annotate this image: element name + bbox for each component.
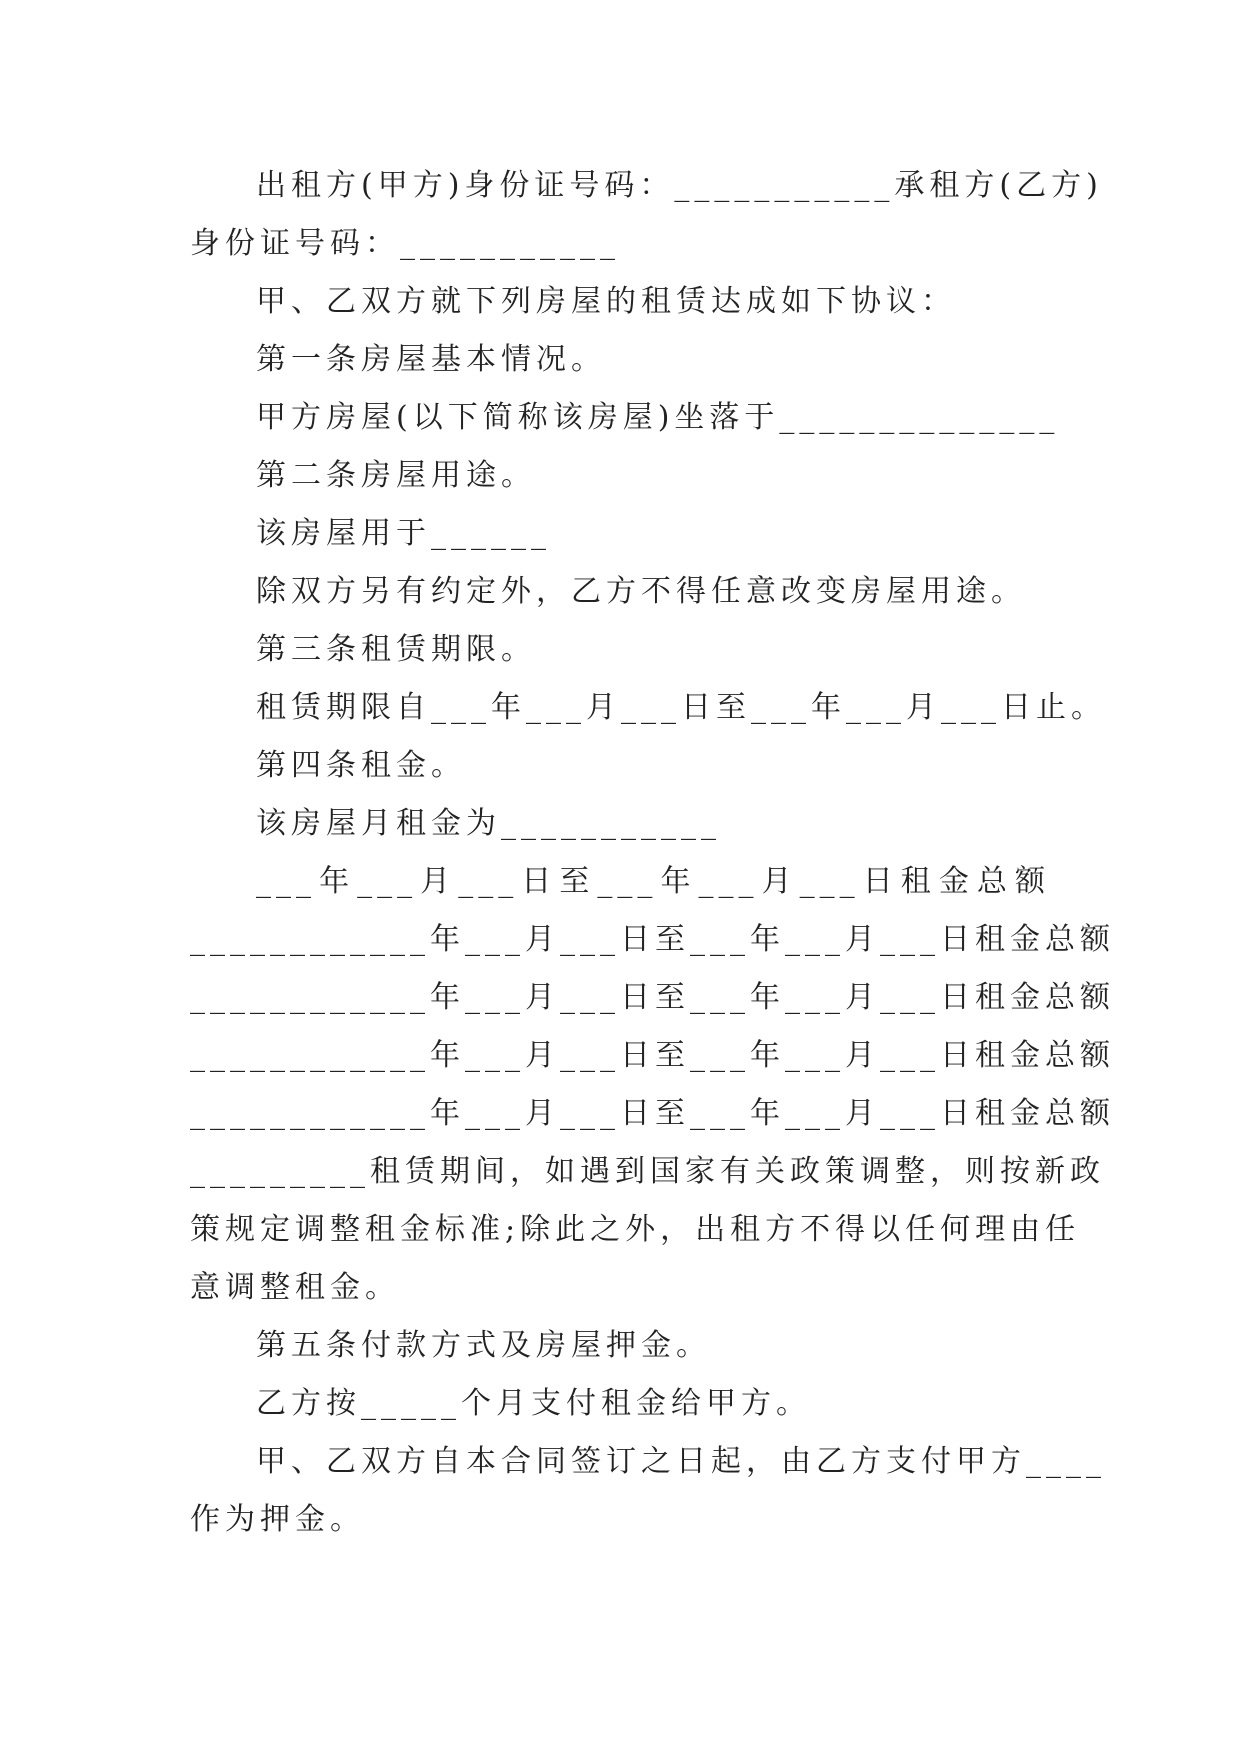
policy-adjustment-line: 策规定调整租金标准;除此之外，出租方不得以任何理由任 [190,1212,1081,1247]
deposit-line: 作为押金。 [190,1502,365,1537]
property-location-line: 甲方房屋(以下简称该房屋)坐落于______________ [256,400,1060,435]
policy-adjustment-line: _________租赁期间，如遇到国家有关政策调整，则按新政 [190,1154,1105,1189]
article-1-heading: 第一条房屋基本情况。 [256,342,606,377]
policy-adjustment-line: 意调整租金。 [190,1270,400,1305]
article-5-heading: 第五条付款方式及房屋押金。 [256,1328,711,1363]
rent-period-line: ____________年___月___日至___年___月___日租金总额 [190,1038,1115,1073]
agreement-intro: 甲、乙双方就下列房屋的租赁达成如下协议： [256,284,956,319]
deposit-line: 甲、乙双方自本合同签订之日起，由乙方支付甲方____ [256,1444,1106,1479]
payment-frequency-line: 乙方按_____个月支付租金给甲方。 [256,1386,811,1421]
use-restriction-line: 除双方另有约定外，乙方不得任意改变房屋用途。 [256,574,1026,609]
lease-term-line: 租赁期限自___年___月___日至___年___月___日止。 [256,690,1106,725]
rent-period-line: ____________年___月___日至___年___月___日租金总额 [190,922,1115,957]
monthly-rent-line: 该房屋月租金为___________ [256,806,721,841]
rent-period-line: ____________年___月___日至___年___月___日租金总额 [190,1096,1115,1131]
property-use-line: 该房屋用于______ [256,516,551,551]
article-3-heading: 第三条租赁期限。 [256,632,536,667]
rent-period-line: ____________年___月___日至___年___月___日租金总额 [190,980,1115,1015]
article-2-heading: 第二条房屋用途。 [256,458,536,493]
document-body [190,157,1115,1549]
rent-period-line: ___年___月___日至___年___月___日租金总额 [256,864,1050,899]
article-4-heading: 第四条租金。 [256,748,466,783]
id-number-lessee-line: 身份证号码：___________ [190,226,620,261]
id-number-lessor-line: 出租方(甲方)身份证号码：___________承租方(乙方) [256,168,1103,203]
